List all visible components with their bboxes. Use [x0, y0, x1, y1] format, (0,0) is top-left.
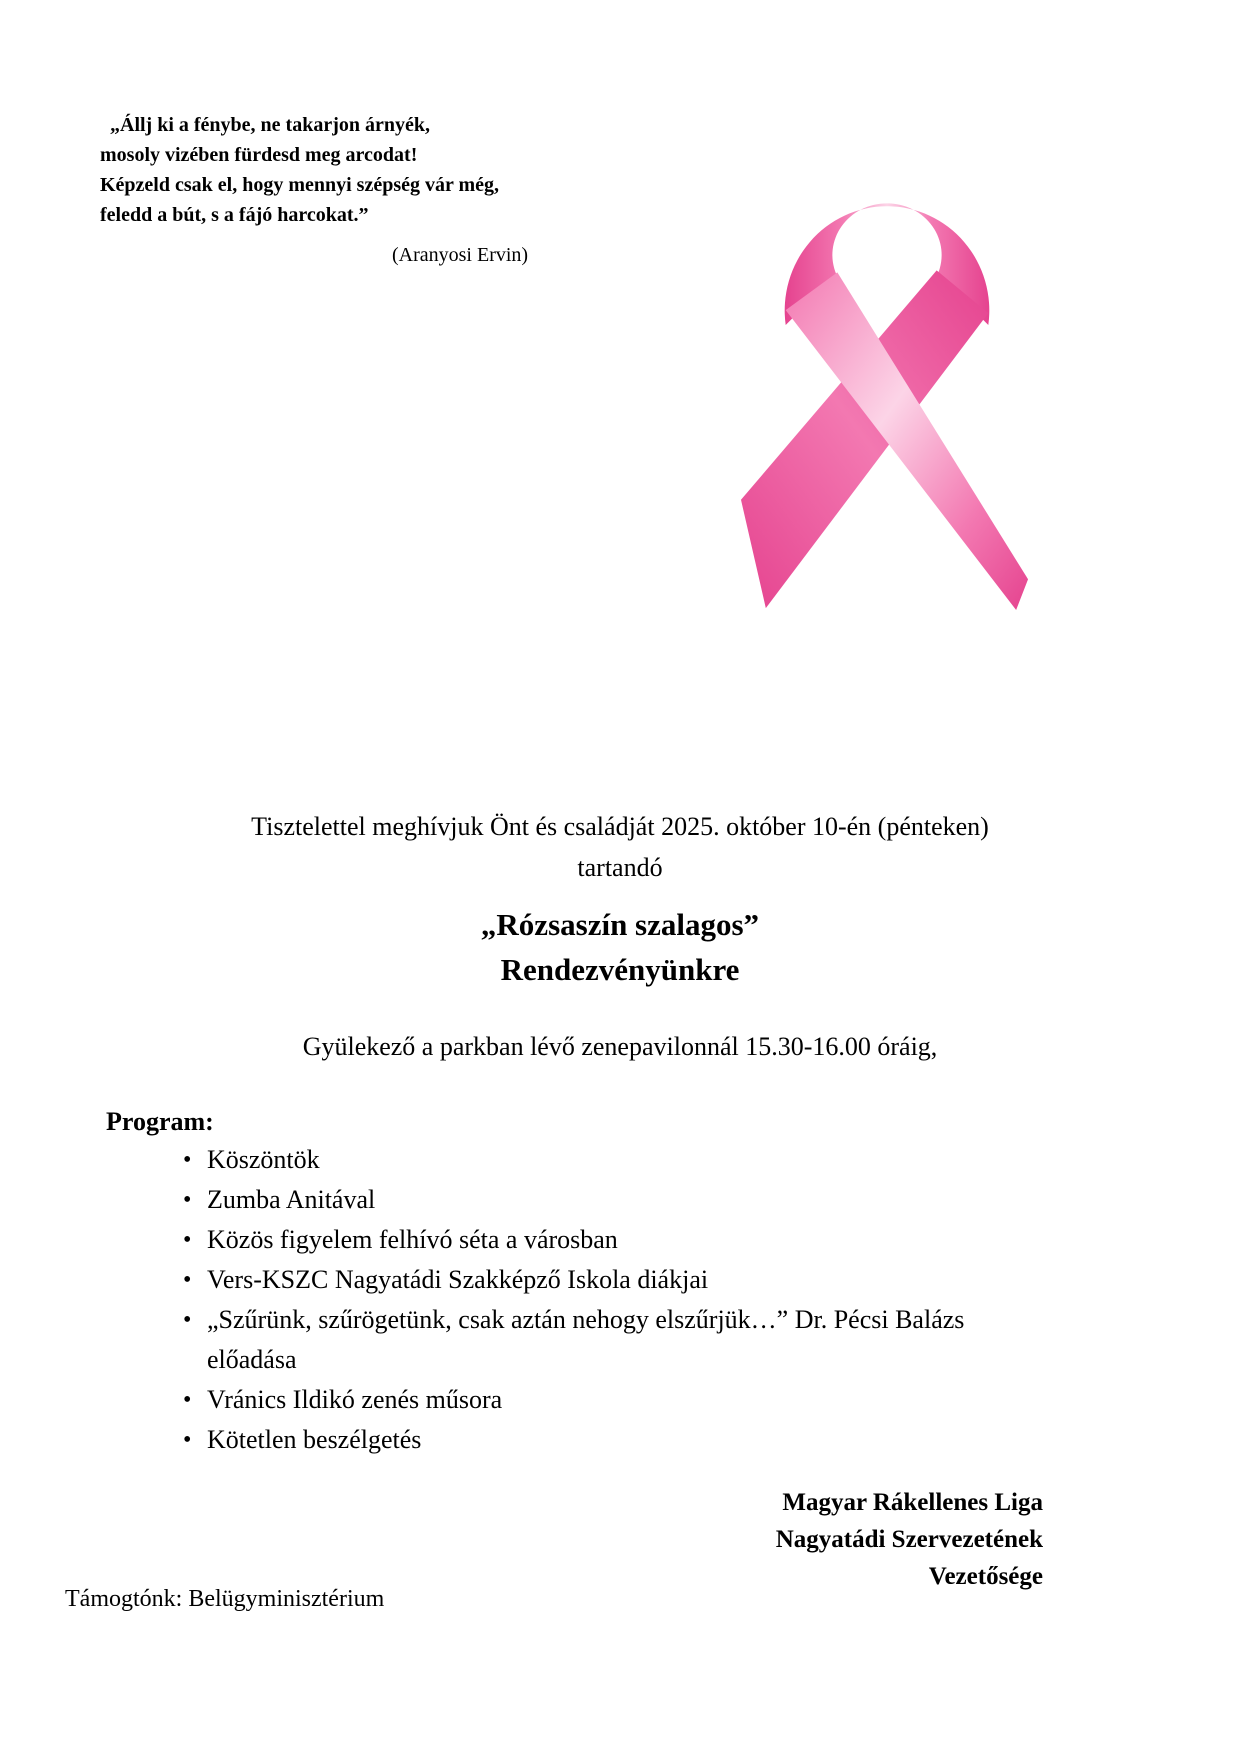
- bullet-icon: •: [183, 1147, 192, 1173]
- signature-line: Nagyatádi Szervezetének: [775, 1526, 1043, 1553]
- poem-line: „Állj ki a fénybe, ne takarjon árnyék,: [110, 114, 430, 136]
- program-item-label: Közös figyelem felhívó séta a városban: [207, 1225, 618, 1254]
- program-item-label: „Szűrünk, szűrögetünk, csak aztán nehogy elszűrjük…” Dr. Pécsi Balázs előadása: [207, 1305, 965, 1374]
- poem-line: feledd a bút, s a fájó harcokat.”: [100, 204, 369, 226]
- supporter-note: Támogtónk: Belügyminisztérium: [65, 1586, 385, 1612]
- program-item: [183, 1420, 1103, 1460]
- poem-quote: [100, 110, 570, 230]
- signature-line: Vezetősége: [928, 1563, 1043, 1590]
- program-item-label: Kötetlen beszélgetés: [207, 1425, 422, 1454]
- meeting-info: Gyülekező a parkban lévő zenepavilonnál 15.30-16.00 óráig,: [302, 1032, 938, 1061]
- poem-line: mosoly vizében fürdesd meg arcodat!: [100, 144, 418, 166]
- bullet-icon: •: [183, 1187, 192, 1213]
- program-item: [183, 1300, 1103, 1380]
- program-heading: Program:: [106, 1107, 214, 1136]
- program-item: [183, 1180, 1103, 1220]
- program-item: [183, 1380, 1103, 1420]
- bullet-icon: •: [183, 1427, 192, 1453]
- pink-ribbon-image: [738, 176, 1036, 618]
- program-item: [183, 1140, 1103, 1180]
- bullet-icon: •: [183, 1227, 192, 1253]
- bullet-icon: •: [183, 1307, 192, 1333]
- program-item-label: Vránics Ildikó zenés műsora: [207, 1385, 503, 1414]
- signature-line: Magyar Rákellenes Liga: [782, 1489, 1043, 1516]
- program-item-label: Vers-KSZC Nagyatádi Szakképző Iskola diákjai: [207, 1265, 709, 1294]
- program-item-label: Köszöntök: [207, 1145, 320, 1174]
- program-list: [183, 1140, 1103, 1460]
- bullet-icon: •: [183, 1387, 192, 1413]
- program-item-label: Zumba Anitával: [207, 1185, 376, 1214]
- poem-attribution: (Aranyosi Ervin): [392, 244, 529, 266]
- program-item: [183, 1260, 1103, 1300]
- pink-awareness-ribbon-icon: [738, 176, 1036, 618]
- invitation-line: tartandó: [577, 853, 663, 882]
- event-title: [0, 902, 1240, 992]
- poem-line: Képzeld csak el, hogy mennyi szépség vár még,: [100, 174, 500, 196]
- event-title-line: Rendezvényünkre: [500, 952, 740, 987]
- program-item: [183, 1220, 1103, 1260]
- invitation-line: Tisztelettel meghívjuk Önt és családját 2025. október 10-én (pénteken): [251, 812, 989, 841]
- signature-block: [776, 1484, 1043, 1595]
- event-title-line: „Rózsaszín szalagos”: [480, 907, 760, 942]
- bullet-icon: •: [183, 1267, 192, 1293]
- invitation-text: [0, 806, 1240, 888]
